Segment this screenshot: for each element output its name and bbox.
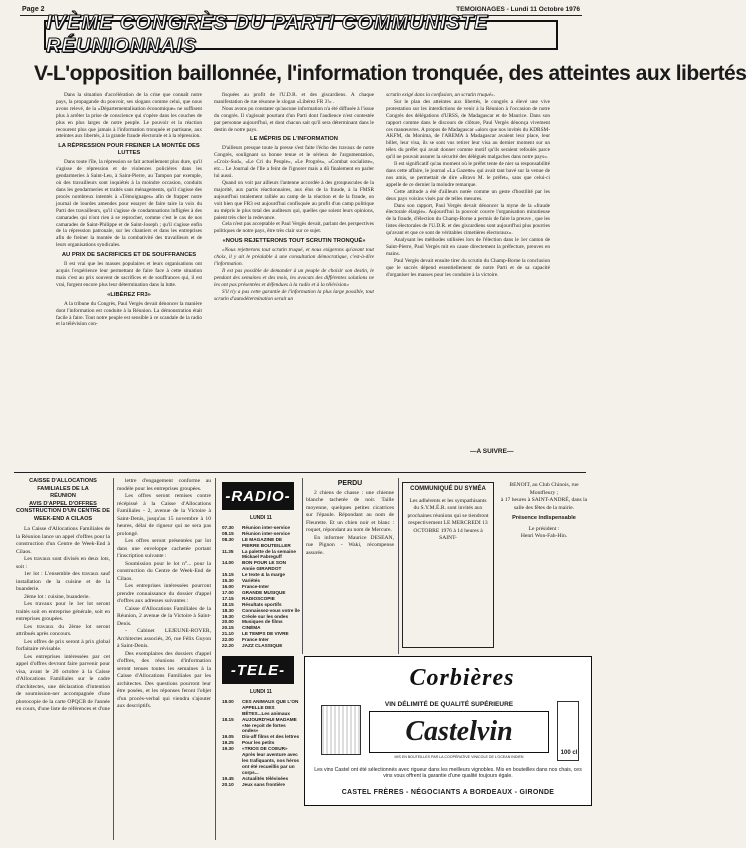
schedule-program: «TRIOS DE COEUR» Après leur aventure avec les trafiquants, nos héros ont été recueillis par un corps... bbox=[242, 746, 300, 775]
lost-title: PERDU bbox=[337, 480, 363, 487]
schedule-program: Musiques de films bbox=[242, 619, 283, 625]
schedule-program: JAZZ CLASSIQUE bbox=[242, 643, 283, 649]
paragraph: Les travaux du 2ème lot seront attribués après concours. bbox=[16, 623, 110, 637]
schedule-time: 14.00 bbox=[222, 560, 234, 566]
radio-day: LUNDI 11 bbox=[250, 515, 272, 521]
schedule-program: Variétés bbox=[242, 578, 260, 584]
paragraph: Dans toute l'île, la répression se fait actuellement plus dure, qu'il s'agisse de répression et de violences policières dans les gendarmeries à Saint-Leu, à Saint-Pierre, au Tampon par exemple, où des travailleurs sont inquiétés à la moindre occasion, conduits dans les gendarmeries et traités sans ménagements, qu'il s'agisse des procès nombreux intentés à «Témoignages» afin de frapper notre journal de lourdes amendes pour essayer de faire taire la voix du Parti des travailleurs, qu'il s'agisse de condamnations infligées à des camarades qui n'ont rien à se reprocher, comme c'est le cas de nos camarades de Saint-Philippe et de Saint-Joseph ; qu'il s'agisse enfin de la répression patronale, sur les chantiers et dans les entreprises afin de freiner la montée de la combativité des travailleurs et de leurs organisations syndicales. bbox=[56, 159, 202, 249]
paragraph: La Caisse d'Allocations Familiales de la Réunion lance un appel d'offres pour la construction d'un Centre de Week-End à Cilaos. bbox=[16, 526, 110, 555]
schedule-time: 18.15 bbox=[222, 601, 234, 607]
wine-crate-illustration bbox=[321, 705, 361, 755]
tv-day: LUNDI 11 bbox=[250, 689, 272, 695]
schedule-program: BON POUR LE SON Annie GIRARDOT bbox=[242, 560, 287, 572]
schedule-time: 08.15 bbox=[222, 530, 234, 536]
article-column-1 bbox=[56, 92, 202, 472]
notice-subject: CONSTRUCTION D'UN CENTRE DE WEEK-END A CILAOS bbox=[16, 508, 110, 522]
paragraph: Cela n'est pas acceptable et Paul Vergès devait, parlant des perspectives politiques de notre pays, être très clair sur ce sujet. bbox=[214, 221, 374, 235]
ad-product-name: Castelvin bbox=[369, 711, 549, 753]
article-column-2 bbox=[214, 92, 374, 472]
paragraph: - Cabinet LEJEUNE-ROYER, Architectes associés, 26, rue Félix Guyon à Saint-Denis. bbox=[117, 628, 211, 649]
schedule-time: 16.00 bbox=[222, 583, 234, 589]
paragraph: Les adhérents et les sympathisants du S.Y.M.É.R. sont invités aux prochaines réunions qui se tiendront respectivement LE MERCREDI 13 OCTOBRE 1976 à 14 heures à SAINT- bbox=[407, 497, 489, 541]
tv-schedule bbox=[222, 690, 300, 840]
schedule-program: LE MAGAZINE DE PIERRE BOUTEILLER bbox=[242, 536, 291, 548]
tender-notice-column-1 bbox=[16, 478, 110, 842]
paragraph: Les offres seront remises contre récépissé à la Caisse d'Allocations Familiales - 2, avenue de la Victoire à Saint-Denis, jusqu'au 15 novembre à 10 heures, délai de rigueur qui ne sera pas prolongé. bbox=[117, 493, 211, 537]
tv-logo: -TELE- bbox=[222, 656, 294, 684]
schedule-time: 19.25 bbox=[222, 740, 234, 746]
subheading: AU PRIX DE SACRIFICES ET DE SOUFFRANCES bbox=[61, 252, 197, 259]
symea-communique bbox=[402, 482, 494, 648]
schedule-program: CES ANIMAUX QUE L'ON APPELLE DES BÊTES...Les animaux bbox=[242, 698, 299, 716]
schedule-time: 08.30 bbox=[222, 536, 234, 542]
lost-dogs-notice bbox=[306, 480, 394, 652]
column-rule bbox=[215, 478, 216, 840]
schedule-program: Le texte & la marge bbox=[242, 572, 285, 578]
section-divider bbox=[14, 472, 586, 473]
bottle-size: 100 cl bbox=[560, 750, 578, 756]
paragraph: Dans son rapport, Paul Vergès devait dénoncer la myne de la «fraude électorale élargie». Aujourd'hui la pouvoir couvre l'organisation minutieuse de la fraude, d'élection du Champ-Borne a permis de faire la preuve , que les listes électorales de l'U.D.R. et des giscardiens sont aujourd'hui plus pourries qu'avant et que ce sont de véritables cimetières électoraux». bbox=[386, 202, 550, 237]
schedule-time: 18.00 bbox=[222, 698, 234, 704]
paragraph: Quand on voit par ailleurs l'antenne accordée à des groupuscules de la majorité, aux partis réactionnaires, aux élus de la fraude, à la FMSR aujourd'hui totalement ralliée au camp de la réaction et de la fraude, on voit bien que FR3 est aujourd'hui confisquée au profit d'un camp politique au mépris le plus total des auditeurs qui, quelles que soient leurs opinions, paient très cher la redevance. bbox=[214, 179, 374, 221]
schedule-program: Réunion inter-service bbox=[242, 530, 290, 536]
schedule-time: 17.00 bbox=[222, 589, 234, 595]
schedule-row bbox=[222, 643, 300, 649]
schedule-time: 17.15 bbox=[222, 595, 234, 601]
paragraph: 2 chiens de chasse : une chienne blanche tachetée de noir. Taille moyenne, quelques petites cicatrices sur l'épaule. Répondant au nom de Fleurette. Et un chien noir et blanc : roquet, répondant au nom de Mercure. bbox=[306, 489, 394, 533]
paragraph: Nous avons pu constater qu'aucune information n'a été diffusée à l'issue du congrès. Il s'agissait pourtant d'un Parti dont l'audience n'est contestée par personne aujourd'hui, et dont chacun sait qu'il sera déterminant dans le destin de notre pays. bbox=[214, 105, 374, 133]
paragraph: Les offres seront présentées par lot dans une enveloppe cachetée portant l'inscription suivante : bbox=[117, 538, 211, 559]
wine-bottle-illustration bbox=[557, 701, 579, 761]
schedule-program: Pour les petits bbox=[242, 740, 275, 746]
symea-communique-continued bbox=[498, 482, 590, 648]
paragraph: 2ème lot : cuisine, buanderie. bbox=[24, 593, 90, 600]
column-rule bbox=[302, 478, 303, 654]
schedule-time: 18.30 bbox=[222, 607, 234, 613]
ad-tagline: VIN DÉLIMITÉ DE QUALITÉ SUPÉRIEURE bbox=[384, 701, 514, 708]
paragraph: Sur le plan des atteintes aux libertés, le congrès a élevé une vive protestation sur les interdictions de venir à la Réunion à l'occasion de notre Congrès des délégations d'URSS, de Madagascar et de Maurice. Dans son rapport comme dans le discours de clôture, Paul Vergès dénonça vivement ces manœuvres. A propos de Madagascar «alors que nos invités du KDRSM-AKFM, du Monima, de l'AREMA à Madagascar avaient leur place, leur billet, leur visa, ils se sont vus retirer leur visa au dernier moment sur un télex du préfet qui avait donner comme motif qu'ils seraient refoulés parce qu'il ne pouvait assurer la sécurité des délégués malgaches dans notre pays». bbox=[386, 98, 550, 161]
schedule-time: 21.10 bbox=[222, 631, 234, 637]
subheading: LA RÉPRESSION POUR FREINER LA MONTÉE DES LUTTES bbox=[58, 143, 200, 157]
paragraph: à 17 heures à SAINT-ANDRÉ, dans la salle des fêtes de la mairie. bbox=[500, 497, 588, 511]
schedule-row bbox=[222, 717, 300, 735]
schedule-time: 15.30 bbox=[222, 578, 234, 584]
schedule-time: 19.05 bbox=[222, 734, 234, 740]
schedule-time: 20.00 bbox=[222, 619, 234, 625]
schedule-time: 19.30 bbox=[222, 746, 234, 752]
paragraph: Il est vrai que les masses populaires et leurs organisations ont acquis l'expérience leur permettant de faire face à cette situation mais c'est au prix souvent de sacrifices et de souffrances qui, il est vrai, forgent encore plus leur détermination dans la lutte. bbox=[56, 261, 202, 288]
paragraph: En informer Maurice DESEAN, rue Pignon - Waki, récompense assurée. bbox=[306, 534, 394, 556]
schedule-program: Créole sur les ondes bbox=[242, 613, 289, 619]
notice-title: RÉUNION bbox=[50, 493, 76, 499]
paragraph: scrutin exigé dans la confusion, un scrutin truqué». bbox=[386, 92, 496, 98]
paragraph: Le président : bbox=[528, 525, 560, 532]
paragraph: lettre d'engagement conforme au modèle pour les entreprises groupées. bbox=[117, 478, 211, 492]
schedule-program: Résultats sportifs bbox=[242, 601, 282, 607]
paragraph: Les travaux pour le 1er lot seront traités soit en entreprise générale, soit en entreprises groupées. bbox=[16, 601, 110, 622]
schedule-program: La palette de la semaine Mickael Fabreguff bbox=[242, 548, 296, 560]
subheading: «NOUS REJETTERONS TOUT SCRUTIN TRONQUÉ» bbox=[222, 238, 366, 245]
paragraph: Dans la situation d'accélération de la crise que connaît notre pays, la propagande du pouvoir, ses slogans comme celui, que nous avons relevé, de la «Départementalisation économique» ne suffisent plus à arrêter la prise de conscience qui s'opère dans les couches de plus en plus larges de notre peuple. Le pouvoir et la réaction recourent plus que jamais à l'information tronquée et partisane, aux atteintes aux libertés, à la grande fraude électorale et à la répression. bbox=[56, 92, 202, 140]
notice-subtitle: AVIS D'APPEL D'OFFRES bbox=[29, 500, 97, 507]
schedule-row bbox=[222, 746, 300, 776]
schedule-time: 20.10 bbox=[222, 781, 234, 787]
schedule-program: CINÉMA bbox=[242, 625, 261, 631]
ad-footer: CASTEL FRÈRES - NÉGOCIANTS A BORDEAUX - GIRONDE bbox=[341, 789, 555, 796]
castelvin-advertisement bbox=[304, 656, 592, 806]
paragraph: Les entreprises intéressées par cet appel d'offres devront faire parvenir pour visa, avant le 20 octobre à la Caisse d'Allocations Familiales sur le cadre d'architectes, une déclaration d'intention de soumission-ner accompagnée d'une photocopie de la carte OPQCB de l'année en cours, d'une liste de références et d'une bbox=[16, 653, 110, 712]
paragraph: Des exemplaires des dossiers d'appel d'offres, des réunions d'information seront tenues toutes les semaines à la Caisse d'Allocations Familiales par les architectes. Des questions pourront leur être posées, et les réponses feront l'objet d'un procès-verbal qui viendra s'ajouter aux descriptifs. bbox=[117, 650, 211, 709]
paragraph: S'il n'y a pas cette garantie de l'information la plus large possible, tout scrutin d'autodétermination serait un bbox=[214, 288, 374, 302]
subheading: LE MÉPRIS DE L'INFORMATION bbox=[250, 136, 338, 143]
page-number: Page 2 bbox=[22, 6, 45, 13]
tender-notice-column-2 bbox=[117, 478, 211, 842]
paragraph: Soumission pour le lot n°... pour la construction du Centre de Week-End de Cilaos. bbox=[117, 560, 211, 582]
paragraph: Les entreprises intéressées pourront prendre connaissance du dossier d'appel d'offres aux adresses suivantes : bbox=[117, 583, 211, 604]
schedule-time: 15.15 bbox=[222, 572, 234, 578]
notice-emphasis: Présence indispensable bbox=[512, 515, 576, 521]
article-headline: V-L'opposition baillonnée, l'information tronquée, des atteintes aux libertés bbox=[34, 62, 746, 85]
schedule-program: Actualités télévisées bbox=[242, 775, 289, 781]
schedule-time: 07.30 bbox=[222, 524, 234, 530]
ad-bottling-note: MIS EN BOUTEILLES PAR LA COOPÉRATIVE VINICOLE DE L'OCEAN INDIEN bbox=[394, 755, 524, 759]
schedule-time: 19.45 bbox=[222, 775, 234, 781]
article-column-3 bbox=[386, 92, 550, 440]
schedule-time: 11.35 bbox=[222, 548, 234, 554]
paragraph: Analysant les méthodes utilisées lors de l'élection dans le 1er canton de Saint-Pierre, Paul Vergès mit en cause directement la préfecture, preuves en mains. bbox=[386, 237, 550, 257]
schedule-program: LE TEMPS DE VIVRE bbox=[242, 631, 289, 637]
schedule-program: France-Inter bbox=[242, 583, 270, 589]
ad-body-text: Les vins Castel ont été sélectionnés avec rigueur dans les meilleurs vignobles. Mis en bouteilles dans nos chais, ces vins vous offrent la garantie d'une qualité toujours égale. bbox=[314, 767, 582, 780]
schedule-program: Dix-aff films et des lettres bbox=[242, 734, 300, 740]
signature: Henri Won-Fah-Hin. bbox=[520, 533, 568, 539]
to-be-continued: —A SUIVRE— bbox=[470, 448, 514, 455]
paragraph: «Nous rejetterons tout scrutin truqué, et nous exigerons qu'avant tout choix, il y ait le préalable à une consultation démocratique, c'est-à-dire l'information. bbox=[214, 247, 374, 268]
schedule-program: GRANDE MUSIQUE bbox=[242, 589, 286, 595]
paragraph: Caisse d'Allocations Familiales de la Réunion, 2 avenue de la Victoire à Saint-Denis. bbox=[117, 605, 211, 627]
congress-banner: IVÈME CONGRÈS DU PARTI COMMUNISTE RÉUNIONNAIS bbox=[44, 20, 558, 50]
schedule-program: RADIOSCOPIE bbox=[242, 595, 275, 601]
schedule-row bbox=[222, 537, 300, 549]
schedule-time: 22.20 bbox=[222, 643, 234, 649]
radio-schedule bbox=[222, 516, 300, 654]
paragraph: A la tribune du Congrès, Paul Vergès devait dénoncer la manière dont l'information est conduite à la Réunion. La démonstration était facile à faire. Tout notre peuple est sensible à ce scandale de la radio et la télévision con- bbox=[56, 300, 202, 328]
communique-title: COMMUNIQUÉ DU SYMÉA bbox=[410, 486, 486, 492]
paragraph: fisquées au profit de l'U.D.R. et des giscardiens. A chaque manifestation de rue résonne le slogan «Libérez FR 3!» . bbox=[214, 92, 374, 105]
subheading: «LIBÉREZ FR3» bbox=[107, 291, 151, 298]
schedule-time: 18.15 bbox=[222, 716, 234, 722]
schedule-program: Jeux sans frontière bbox=[242, 781, 285, 787]
notice-title: FAMILIALES DE LA bbox=[37, 485, 89, 492]
paragraph: BENOIT, au Club Chinois, rue Montfleury ; bbox=[509, 482, 579, 496]
paragraph: D'ailleurs presque toute la presse s'est faite l'écho des travaux de notre Congrès, soulignant sa bonne tenue et le sérieux de l'argumentation, «Croix-Sud», «Le Cri du Peuple», «Le Progrès», «Combat socialiste», etc... Le Journal de l'Ile a feint de l'ignorer mais a dû finalement en parler lui aussi. bbox=[214, 145, 374, 180]
schedule-time: 19.30 bbox=[222, 613, 234, 619]
schedule-row bbox=[222, 699, 300, 717]
notice-title: CAISSE D'ALLOCATIONS bbox=[29, 478, 97, 484]
paragraph: Paul Vergès devait ensuite tirer du scrutin du Champ-Borne la conclusion que le succès dépend essentiellement de notre Parti et de sa capacité d'organiser les masses pour les conduire à la victoire. bbox=[386, 257, 550, 278]
paragraph: Les offres de prix seront à prix global forfaitaire révisable. bbox=[16, 638, 110, 652]
schedule-row bbox=[222, 560, 300, 572]
ad-brand: Corbières bbox=[409, 665, 515, 691]
column-rule bbox=[113, 478, 114, 840]
schedule-time: 20.15 bbox=[222, 625, 234, 631]
paragraph: Il est pas possible de demander à un peuple de choisir son destin, le pendant des semaines et des mois, les avocats des différentes solutions ne les ont pas présentées et défendues à la radio et à la télévision» bbox=[214, 267, 374, 288]
schedule-row bbox=[222, 782, 300, 788]
schedule-time: 22.00 bbox=[222, 637, 234, 643]
paragraph: Cette attitude a été d'ailleurs notée comme un geste d'hostilité par les deux pays voisins visés par de telles mesures. bbox=[386, 188, 550, 202]
schedule-program: France Inter bbox=[242, 637, 269, 643]
paragraph: 1er lot : L'ensemble des travaux sauf installation de la cuisine et de la buanderie. bbox=[16, 571, 110, 592]
schedule-row bbox=[222, 549, 300, 561]
schedule-program: AUJOURD'HUI MADAME «Ne reçoit de fortes ondes» bbox=[242, 716, 297, 734]
radio-logo: -RADIO- bbox=[222, 482, 294, 510]
schedule-program: Connaissez-vous votre île bbox=[242, 607, 300, 613]
paragraph: Les travaux sont divisés en deux lots, soit : bbox=[16, 556, 110, 570]
paragraph: Il est significatif qu'au moment où le préfet tente de nier sa responsabilité dans cette affaire, le journal «La Gazette» qui avait tant bavé sur la venue de nos amis, se permettait de dire «Bravo M. le préfet», sans que celui-ci appelle de ce dernier la moindre remarque. bbox=[386, 161, 550, 188]
schedule-program: Réunion inter-service bbox=[242, 524, 290, 530]
newspaper-dateline: TEMOIGNAGES - Lundi 11 Octobre 1976 bbox=[456, 6, 580, 13]
column-rule bbox=[398, 478, 399, 654]
